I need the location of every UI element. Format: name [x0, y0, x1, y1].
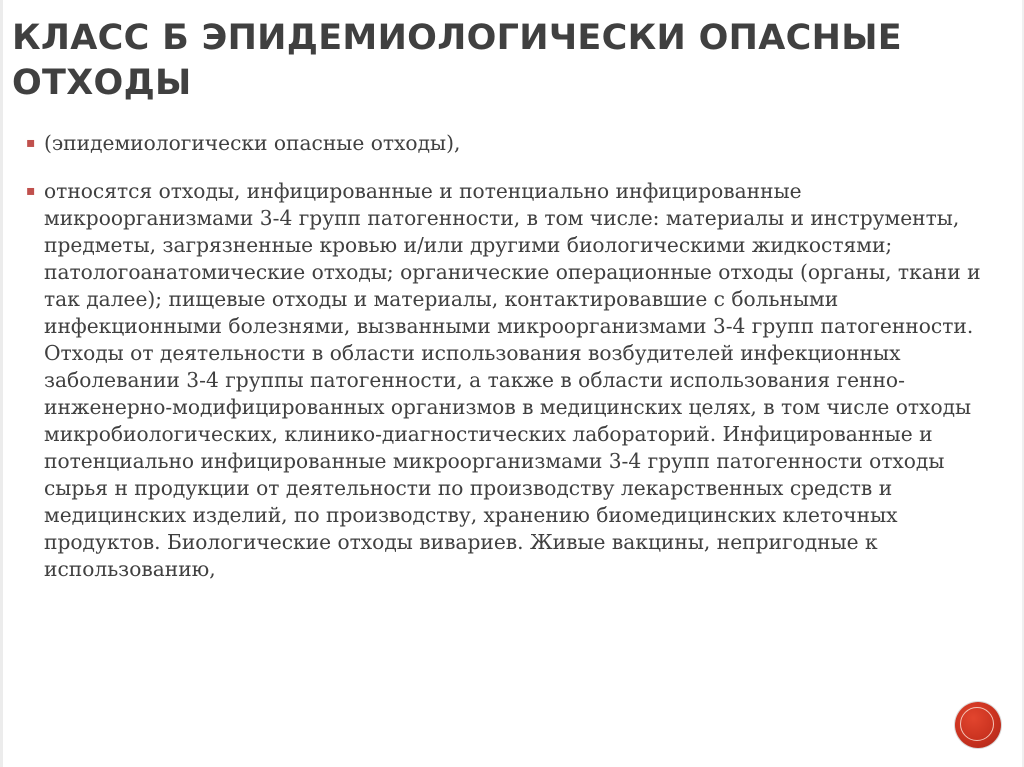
- bullet-item: [26, 130, 1011, 157]
- bullet-item: [26, 178, 1011, 583]
- bullet-square-icon: ▪: [26, 183, 36, 199]
- bullet-square-icon: ▪: [26, 135, 36, 151]
- bullet-text: относятся отходы, инфицированные и потенциально инфицированные микроорганизмами 3-4 групп патогенности, в том числе: материалы и инструменты, предметы, загрязненные кровью и/или другими биологическими жидкостями; патологоанатомические отходы; органические операционные отходы (органы, ткани и так далее); пищевые отходы и материалы, контактировавшие с больными инфекционными болезнями, вызванными микроорганизмами 3-4 групп патогенности. Отходы от деятельности в области использования возбудителей инфекционных заболевании 3-4 группы патогенности, а также в области использования генно- инженерно-модифицированных организмов в медицинских целях, в том числе отходы микробиологических, клинико-диагностических лабораторий. Инфицированные и потенциально инфицированные микроорганизмами 3-4 групп патогенности отходы сырья н продукции от деятельности по производству лекарственных средств и медицинских изделий, по производству, хранению биомедицинских клеточных продуктов. Биологические отходы вивариев. Живые вакцины, непригодные к использованию,: [44, 179, 981, 581]
- left-divider: [0, 0, 3, 767]
- bullet-text: (эпидемиологически опасные отходы),: [44, 131, 461, 155]
- red-circle-logo-icon: [955, 702, 1001, 748]
- bullet-list: [26, 130, 1011, 604]
- slide-title: КЛАСС Б ЭПИДЕМИОЛОГИЧЕСКИ ОПАСНЫЕ ОТХОДЫ: [12, 18, 902, 103]
